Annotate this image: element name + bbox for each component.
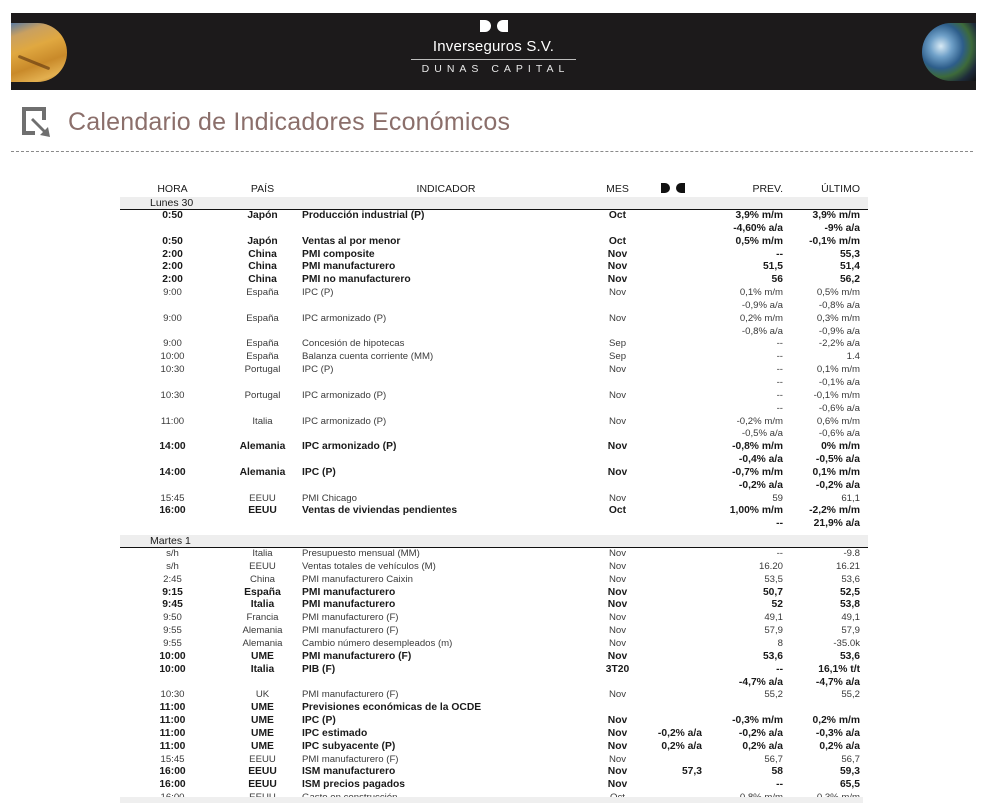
- title-divider: [11, 151, 973, 152]
- cell-hora: 9:50: [163, 612, 182, 624]
- economic-calendar-table: [120, 181, 868, 803]
- table-row: [120, 664, 868, 677]
- cell-mes: Nov: [608, 638, 627, 649]
- table-row: [120, 351, 868, 364]
- cell-indicador: Ventas totales de vehículos (M): [302, 560, 436, 572]
- cell-pais: EEUU: [249, 560, 276, 572]
- cell-indicador: IPC armonizado (P): [302, 389, 387, 401]
- table-row: [120, 326, 868, 339]
- cell-prev: 56: [771, 274, 783, 286]
- cell-pais: China: [248, 248, 277, 260]
- table-row: [120, 677, 868, 690]
- cell-ultimo: 0,1% m/m: [816, 364, 860, 376]
- cell-ultimo: 52,5: [839, 586, 860, 598]
- cell-pais: Portugal: [244, 389, 281, 401]
- cell-pais: Italia: [250, 599, 275, 611]
- cell-prev: 3,9% m/m: [735, 210, 783, 221]
- cell-pais: Italia: [252, 415, 273, 427]
- logo-divider: [411, 59, 576, 60]
- cell-prev: 53,6: [762, 650, 783, 662]
- cell-ultimo: 0% m/m: [821, 441, 860, 453]
- cell-prev: --: [776, 663, 783, 675]
- header-prev: PREV.: [752, 183, 783, 195]
- cell-prev: -0,8% a/a: [741, 325, 783, 337]
- cell-indicador: PMI manufacturero: [302, 261, 396, 273]
- cell-pais: España: [246, 312, 279, 324]
- cell-ultimo: -9% a/a: [824, 222, 860, 234]
- cell-mes: Nov: [608, 287, 627, 299]
- cell-mes: Nov: [608, 625, 627, 637]
- header-hora: HORA: [157, 183, 188, 195]
- cell-prev: 0,1% m/m: [739, 287, 783, 299]
- cell-prev: -4,60% a/a: [733, 222, 783, 234]
- cell-pais: Japón: [247, 210, 278, 221]
- cell-prev: -0,3% m/m: [732, 715, 783, 727]
- cell-pais: EEUU: [249, 753, 276, 765]
- cell-pais: UK: [255, 689, 270, 701]
- cell-indicador: PMI manufacturero (F): [302, 625, 399, 637]
- cell-ultimo: -2,2% m/m: [809, 505, 860, 517]
- cell-pais: Alemania: [242, 638, 283, 649]
- cell-indicador: PMI composite: [302, 248, 375, 260]
- page-title: Calendario de Indicadores Económicos: [68, 108, 511, 136]
- cell-ultimo: 0,5% m/m: [816, 287, 860, 299]
- cell-ultimo: -4,7% a/a: [815, 676, 860, 688]
- header-indicador: INDICADOR: [416, 183, 476, 195]
- cell-ultimo: 3,9% m/m: [812, 210, 860, 221]
- cell-ultimo: 65,5: [839, 779, 860, 791]
- table-row: [120, 338, 868, 351]
- cell-hora: 11:00: [159, 740, 186, 752]
- day-header: [120, 197, 868, 210]
- cell-pais: España: [244, 586, 281, 598]
- cell-hora: 0:50: [162, 235, 183, 247]
- cell-hora: 14:00: [159, 466, 186, 478]
- cell-mes: Nov: [607, 466, 628, 478]
- cell-indicador: PMI manufacturero (F): [302, 753, 399, 765]
- cell-mes: Nov: [608, 364, 627, 376]
- cell-hora: 9:55: [163, 638, 182, 649]
- cell-indicador: PMI manufacturero: [302, 586, 396, 598]
- cell-ultimo: -0,6% a/a: [818, 402, 860, 414]
- cell-indicador: Presupuesto mensual (MM): [302, 548, 420, 560]
- table-row: [120, 574, 868, 587]
- cell-indicador: Balanza cuenta corriente (MM): [302, 351, 434, 363]
- cell-indicador: IPC (P): [302, 715, 336, 727]
- cell-prev: 57,9: [764, 625, 783, 637]
- table-row: [120, 236, 868, 249]
- cell-prev: 0,5% m/m: [735, 235, 783, 247]
- cell-ultimo: 0,2% a/a: [819, 740, 860, 752]
- export-arrow-icon: [20, 105, 56, 139]
- cell-mes: Oct: [608, 505, 627, 517]
- cell-pais: EEUU: [249, 492, 276, 504]
- table-row: [120, 261, 868, 274]
- table-row: [120, 651, 868, 664]
- cell-mes: Oct: [608, 210, 627, 221]
- cell-hora: 9:55: [163, 625, 182, 637]
- cell-pais: España: [246, 287, 279, 299]
- cell-indicador: Previsiones económicas de la OCDE: [302, 702, 482, 714]
- cell-indicador: PMI manufacturero (F): [302, 612, 399, 624]
- cell-indicador: Ventas al por menor: [302, 235, 401, 247]
- cell-indicador: PMI manufacturero (F): [302, 689, 399, 701]
- cell-hora: 9:00: [163, 338, 182, 350]
- cell-pais: China: [249, 573, 276, 585]
- cell-mes: Nov: [608, 415, 627, 427]
- cell-prev: 0,2% m/m: [739, 312, 783, 324]
- table-row: [120, 454, 868, 467]
- cell-hora: s/h: [166, 548, 179, 560]
- table-footer-bar: [120, 797, 863, 803]
- cell-ultimo: -2,2% a/a: [818, 338, 860, 350]
- cell-hora: 2:00: [162, 261, 183, 273]
- cell-pais: UME: [251, 702, 274, 714]
- cell-ultimo: -0,2% a/a: [815, 479, 860, 491]
- cell-ultimo: 53,8: [839, 599, 860, 611]
- day-header: [120, 535, 868, 548]
- cell-hora: 15:45: [160, 492, 185, 504]
- brand-subtitle: DUNAS CAPITAL: [421, 63, 570, 75]
- cell-prev: -0,2% a/a: [738, 479, 783, 491]
- table-row: [120, 612, 868, 625]
- cell-prev: -0,2% a/a: [738, 727, 783, 739]
- cell-indicador: IPC (P): [302, 364, 334, 376]
- cell-indicador: Ventas de viviendas pendientes: [302, 505, 458, 517]
- cell-prev: -0,7% m/m: [732, 466, 783, 478]
- cell-ultimo: 53,6: [841, 573, 860, 585]
- cell-mes: Nov: [608, 753, 627, 765]
- table-row: [120, 428, 868, 441]
- cell-indicador: Cambio número desempleados (m): [302, 638, 453, 649]
- brand-name: Inverseguros S.V.: [432, 38, 555, 55]
- day-label: Lunes 30: [150, 197, 194, 209]
- cell-hora: 9:00: [163, 287, 182, 299]
- table-row: [120, 249, 868, 262]
- cell-ultimo: 0,6% m/m: [816, 415, 860, 427]
- cell-mes: Nov: [607, 274, 628, 286]
- table-row: [120, 766, 868, 779]
- table-row: [120, 377, 868, 390]
- cell-pais: Alemania: [242, 625, 283, 637]
- cell-mes: Nov: [607, 740, 628, 752]
- cell-prev: 8: [777, 638, 783, 649]
- cell-pais: Italia: [250, 663, 275, 675]
- cell-prev: 58: [771, 766, 783, 778]
- cell-hora: 10:00: [159, 663, 186, 675]
- cell-indicador: PMI manufacturero: [302, 599, 396, 611]
- table-row: [120, 480, 868, 493]
- table-row: [120, 403, 868, 416]
- cell-pais: Francia: [246, 612, 279, 624]
- cell-pais: España: [246, 351, 279, 363]
- cell-mes: Nov: [607, 248, 628, 260]
- cell-ultimo: 59,3: [839, 766, 860, 778]
- cell-dc: 0,2% a/a: [661, 740, 702, 752]
- cell-prev: -0,8% m/m: [732, 441, 783, 453]
- cell-pais: Alemania: [239, 441, 286, 453]
- cell-mes: Nov: [608, 612, 627, 624]
- table-row: [120, 625, 868, 638]
- cell-mes: Nov: [607, 650, 628, 662]
- desert-dunes-image: [11, 23, 67, 82]
- table-row: [120, 638, 868, 651]
- table-row: [120, 754, 868, 767]
- cell-hora: 10:30: [160, 364, 185, 376]
- cell-prev: 49,1: [764, 612, 783, 624]
- cell-prev: --: [776, 518, 783, 530]
- cell-indicador: ISM manufacturero: [302, 766, 396, 778]
- table-row: [120, 518, 868, 531]
- cell-prev: -0,5% a/a: [741, 428, 783, 440]
- company-logo: [411, 18, 576, 88]
- cell-pais: UME: [251, 650, 274, 662]
- cell-pais: China: [248, 274, 277, 286]
- cell-hora: 10:30: [160, 689, 185, 701]
- cell-pais: EEUU: [248, 766, 277, 778]
- cell-ultimo: -35.0k: [833, 638, 860, 649]
- table-row: [120, 599, 868, 612]
- table-row: [120, 467, 868, 480]
- table-row: [120, 548, 868, 561]
- cell-ultimo: 16.21: [835, 560, 860, 572]
- table-row: [120, 779, 868, 792]
- cell-prev: --: [776, 248, 783, 260]
- cell-hora: 16:00: [159, 766, 186, 778]
- table-row: [120, 561, 868, 574]
- header-ultimo: ÚLTIMO: [821, 183, 860, 195]
- cell-indicador: IPC armonizado (P): [302, 441, 397, 453]
- table-row: [120, 505, 868, 518]
- cell-prev: 52: [771, 599, 783, 611]
- cell-ultimo: -0,1% m/m: [809, 235, 860, 247]
- cell-ultimo: -0,3% a/a: [815, 727, 860, 739]
- day-label: Martes 1: [150, 535, 191, 548]
- cell-ultimo: 21,9% a/a: [813, 518, 860, 530]
- cell-prev: -0,2% m/m: [736, 415, 783, 427]
- calendar-days: [120, 197, 868, 803]
- cell-hora: 15:45: [160, 753, 185, 765]
- cell-hora: 0:50: [162, 210, 183, 221]
- dc-logo-icon: [411, 20, 576, 32]
- cell-mes: Nov: [608, 389, 627, 401]
- cell-ultimo: 49,1: [841, 612, 860, 624]
- table-row: [120, 300, 868, 313]
- cell-mes: Nov: [608, 573, 627, 585]
- header-mes: MES: [606, 183, 629, 195]
- cell-pais: EEUU: [248, 779, 277, 791]
- cell-ultimo: 0,2% m/m: [812, 715, 860, 727]
- table-row: [120, 223, 868, 236]
- cell-hora: 11:00: [159, 727, 186, 739]
- cell-hora: 2:00: [162, 248, 183, 260]
- cell-pais: UME: [251, 740, 274, 752]
- cell-hora: 11:00: [159, 715, 186, 727]
- table-row: [120, 313, 868, 326]
- cell-hora: 14:00: [159, 441, 186, 453]
- cell-pais: España: [246, 338, 279, 350]
- cell-indicador: IPC armonizado (P): [302, 312, 387, 324]
- cell-mes: Nov: [608, 560, 627, 572]
- cell-mes: Nov: [608, 492, 627, 504]
- cell-prev: 0,2% a/a: [742, 740, 783, 752]
- cell-ultimo: -0,1% a/a: [818, 376, 860, 388]
- cell-indicador: PMI manufacturero (F): [302, 650, 412, 662]
- cell-mes: Nov: [607, 715, 628, 727]
- cell-mes: Nov: [607, 727, 628, 739]
- table-header: [120, 181, 868, 197]
- cell-indicador: IPC (P): [302, 287, 334, 299]
- cell-hora: 9:15: [162, 586, 183, 598]
- cell-mes: Nov: [608, 548, 627, 560]
- cell-ultimo: 57,9: [841, 625, 860, 637]
- cell-prev: 53,5: [764, 573, 783, 585]
- cell-mes: Sep: [608, 351, 627, 363]
- cell-prev: 50,7: [762, 586, 783, 598]
- table-row: [120, 587, 868, 600]
- cell-ultimo: 1.4: [846, 351, 860, 363]
- cell-mes: Nov: [607, 779, 628, 791]
- cell-prev: --: [776, 402, 783, 414]
- table-row: [120, 416, 868, 429]
- cell-hora: 11:00: [160, 415, 185, 427]
- cell-mes: Nov: [607, 586, 628, 598]
- cell-ultimo: -0,8% a/a: [818, 299, 860, 311]
- cell-indicador: IPC (P): [302, 466, 336, 478]
- cell-pais: UME: [251, 715, 274, 727]
- cell-hora: 10:00: [159, 650, 186, 662]
- cell-ultimo: -0,1% m/m: [813, 389, 860, 401]
- cell-prev: 51,5: [762, 261, 783, 273]
- cell-pais: EEUU: [248, 505, 277, 517]
- table-row: [120, 287, 868, 300]
- cell-hora: 10:30: [160, 389, 185, 401]
- cell-hora: 2:45: [163, 573, 182, 585]
- cell-prev: -4,7% a/a: [738, 676, 783, 688]
- cell-prev: --: [776, 779, 783, 791]
- cell-indicador: ISM precios pagados: [302, 779, 405, 791]
- cell-ultimo: 55,2: [841, 689, 860, 701]
- table-row: [120, 210, 868, 223]
- header-pais: PAÍS: [250, 183, 275, 195]
- cell-indicador: Concesión de hipotecas: [302, 338, 405, 350]
- cell-pais: Portugal: [244, 364, 281, 376]
- cell-ultimo: 61,1: [841, 492, 860, 504]
- cell-hora: 16:00: [159, 505, 186, 517]
- cell-indicador: IPC armonizado (P): [302, 415, 387, 427]
- table-row: [120, 702, 868, 715]
- cell-pais: China: [248, 261, 277, 273]
- cell-ultimo: 0,1% m/m: [812, 466, 860, 478]
- cell-prev: -0,9% a/a: [741, 299, 783, 311]
- cell-ultimo: 51,4: [839, 261, 860, 273]
- cell-ultimo: 16,1% t/t: [818, 663, 860, 675]
- cell-indicador: Producción industrial (P): [302, 210, 425, 221]
- table-row: [120, 364, 868, 377]
- cell-prev: --: [776, 376, 783, 388]
- cell-dc: -0,2% a/a: [657, 727, 702, 739]
- cell-prev: --: [776, 351, 783, 363]
- cell-ultimo: 56,7: [841, 753, 860, 765]
- cell-indicador: PIB (F): [302, 663, 336, 675]
- cell-ultimo: 53,6: [839, 650, 860, 662]
- header-banner: [11, 13, 976, 90]
- cell-prev: 55,2: [764, 689, 783, 701]
- cell-hora: 11:00: [159, 702, 186, 714]
- cell-ultimo: -0,9% a/a: [818, 325, 860, 337]
- cell-mes: Nov: [607, 599, 628, 611]
- cell-mes: Nov: [607, 261, 628, 273]
- cell-mes: Nov: [608, 689, 627, 701]
- table-row: [120, 493, 868, 506]
- cell-indicador: PMI no manufacturero: [302, 274, 411, 286]
- cell-mes: Sep: [608, 338, 627, 350]
- table-row: [120, 390, 868, 403]
- cell-ultimo: 0,3% m/m: [816, 312, 860, 324]
- cell-prev: 59: [772, 492, 783, 504]
- cell-prev: 16.20: [758, 560, 783, 572]
- cell-hora: 9:45: [162, 599, 183, 611]
- cell-mes: Nov: [608, 312, 627, 324]
- cell-indicador: PMI manufacturero Caixin: [302, 573, 413, 585]
- table-row: [120, 274, 868, 287]
- table-row: [120, 741, 868, 754]
- cell-hora: 2:00: [162, 274, 183, 286]
- cell-ultimo: 55,3: [839, 248, 860, 260]
- cell-prev: 56,7: [764, 753, 783, 765]
- table-row: [120, 728, 868, 741]
- cell-prev: 1,00% m/m: [729, 505, 783, 517]
- cell-indicador: IPC subyacente (P): [302, 740, 396, 752]
- cell-pais: Japón: [247, 235, 278, 247]
- cell-prev: -0,4% a/a: [738, 454, 783, 466]
- cell-hora: 16:00: [159, 779, 186, 791]
- table-row: [120, 441, 868, 454]
- cell-mes: Nov: [607, 441, 628, 453]
- cell-mes: 3T20: [605, 663, 630, 675]
- cell-dc: 57,3: [681, 766, 702, 778]
- cell-ultimo: -0,6% a/a: [818, 428, 860, 440]
- cell-hora: s/h: [166, 560, 179, 572]
- cell-pais: Alemania: [239, 466, 286, 478]
- table-row: [120, 715, 868, 728]
- cell-hora: 9:00: [163, 312, 182, 324]
- cell-prev: --: [776, 389, 783, 401]
- cell-prev: --: [776, 548, 783, 560]
- cell-ultimo: -9.8: [843, 548, 860, 560]
- cell-ultimo: 56,2: [839, 274, 860, 286]
- cell-mes: Oct: [608, 235, 627, 247]
- cell-pais: UME: [251, 727, 274, 739]
- cell-indicador: PMI Chicago: [302, 492, 357, 504]
- cell-mes: Nov: [607, 766, 628, 778]
- cell-pais: Italia: [252, 548, 273, 560]
- cell-indicador: IPC estimado: [302, 727, 368, 739]
- table-row: [120, 689, 868, 702]
- earth-globe-image: [922, 23, 976, 81]
- cell-prev: --: [776, 364, 783, 376]
- cell-prev: --: [776, 338, 783, 350]
- cell-hora: 10:00: [160, 351, 185, 363]
- dc-logo-icon: [661, 183, 685, 193]
- cell-ultimo: -0,5% a/a: [815, 454, 860, 466]
